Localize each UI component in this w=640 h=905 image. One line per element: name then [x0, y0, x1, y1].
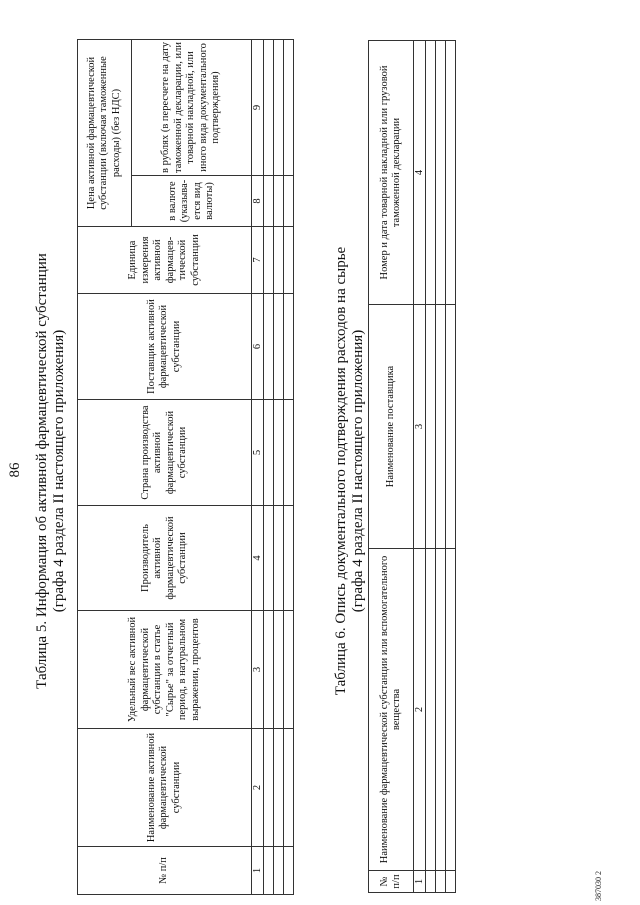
t5-empty-row	[284, 39, 294, 894]
table5-caption	[34, 71, 68, 871]
t5-empty-row	[264, 39, 274, 894]
t6-header-document: Номер и дата товарной накладной или грузовой таможенной декларации	[369, 41, 414, 305]
document-id: 387030 2	[594, 871, 603, 901]
t6-colnum: 2	[414, 549, 426, 871]
t5-header-weight: Удельный вес активной фармацевтической субстанции в статье "Сырье" за отчетный период, в натуральном выражении, процентов	[78, 611, 252, 729]
t5-header-producer: Производитель активной фармацевтической субстанции	[78, 506, 252, 611]
table5-title: Таблица 5. Информация об активной фармацевтической субстанции	[34, 253, 50, 689]
t5-header-price: Цена активной фармацевтической субстанции (включая таможенные расходы) (без НДС)	[78, 39, 132, 226]
t5-colnum: 8	[252, 176, 264, 227]
t6-empty-row	[446, 41, 456, 893]
t6-header-no: № п/п	[369, 871, 414, 893]
t6-empty-row	[426, 41, 436, 893]
t6-colnum: 3	[414, 305, 426, 549]
t5-header-unit: Единица измерения активной фармацев-тической субстанции	[78, 227, 252, 294]
table6-subtitle: (графа 4 раздела II настоящего приложения)	[350, 329, 366, 613]
t5-colnum: 6	[252, 294, 264, 400]
t5-header-price-currency: в валюте (указыва-ется вид валюты)	[132, 176, 252, 227]
table6	[368, 40, 456, 893]
t5-colnum: 3	[252, 611, 264, 729]
t5-header-supplier: Поставщик активной фармацевтической субстанции	[78, 294, 252, 400]
t6-colnum: 1	[414, 871, 426, 893]
t5-colnum: 7	[252, 227, 264, 294]
t5-colnum: 9	[252, 39, 264, 175]
t5-header-country: Страна производства активной фармацевтической субстанции	[78, 400, 252, 506]
t5-colnum: 1	[252, 847, 264, 895]
t6-colnum: 4	[414, 41, 426, 305]
t6-header-name: Наименование фармацевтической субстанции или вспомогательного вещества	[369, 549, 414, 871]
t5-header-name: Наименование активной фармацевтической субстанции	[78, 729, 252, 847]
table6-caption	[333, 71, 367, 871]
t6-header-supplier: Наименование поставщика	[369, 305, 414, 549]
t5-header-price-rub: в рублях (в пересчете на дату таможенной декларации, или товарной накладной, или иного вида документального подтверждения)	[132, 39, 252, 175]
table5	[77, 39, 294, 895]
t5-number-row	[252, 39, 264, 894]
t5-colnum: 5	[252, 400, 264, 506]
table6-title: Таблица 6. Опись документального подтверждения расходов на сырье	[333, 246, 349, 696]
t5-empty-row	[274, 39, 284, 894]
t6-empty-row	[436, 41, 446, 893]
t5-colnum: 2	[252, 729, 264, 847]
t5-colnum: 4	[252, 506, 264, 611]
t6-number-row	[414, 41, 426, 893]
t5-header-no: № п/п	[78, 847, 252, 895]
table5-subtitle: (графа 4 раздела II настоящего приложения)	[51, 329, 67, 613]
page-number: 86	[7, 462, 23, 478]
